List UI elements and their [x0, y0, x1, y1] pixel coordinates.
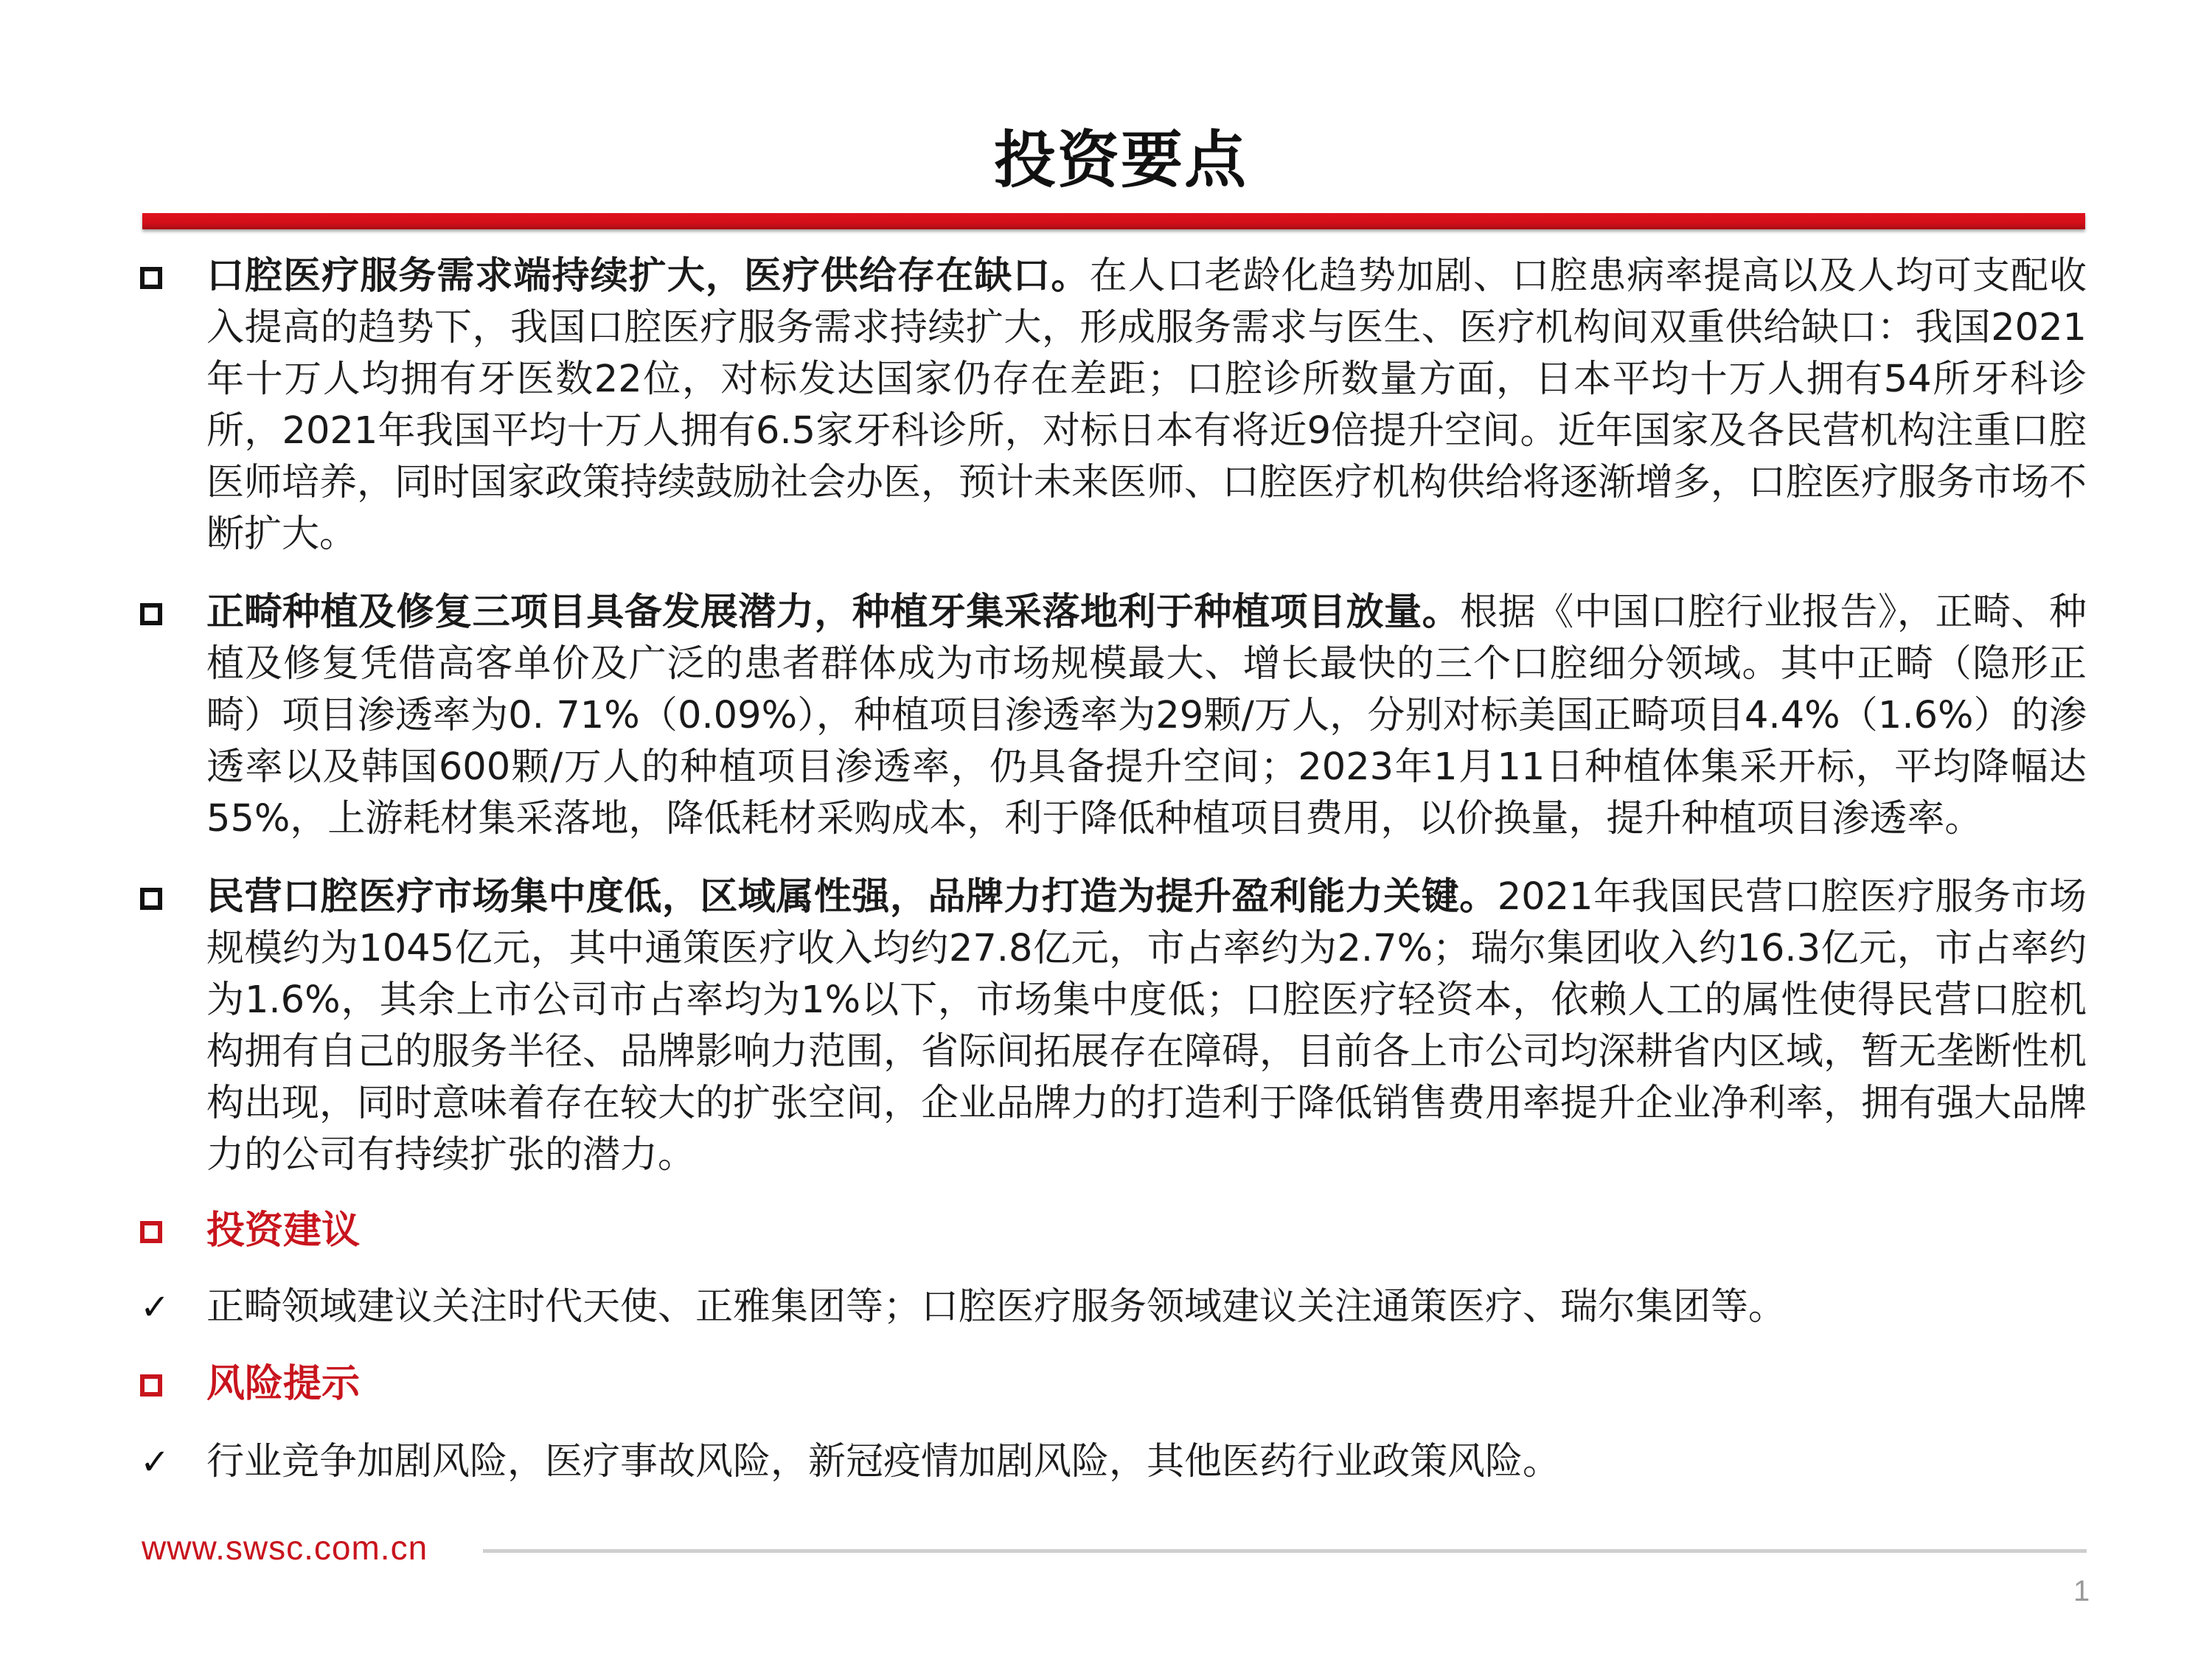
square-bullet-icon	[140, 1374, 162, 1397]
bullet-private-market	[140, 872, 2087, 1181]
bullet-orthodontics-implant	[140, 587, 2087, 845]
footer-divider	[483, 1549, 2087, 1553]
square-bullet-icon	[140, 1221, 162, 1243]
square-bullet-icon	[140, 603, 162, 625]
page-number: 1	[2073, 1575, 2090, 1607]
bullet-body: 2021年我国民营口腔医疗服务市场规模约为1045亿元，其中通策医疗收入均约27.8亿元，市占率约为2.7%；瑞尔集团收入约16.3亿元，市占率约为1.6%，其余上市公司市占率均为1%以下，市场集中度低；口腔医疗轻资本，依赖人工的属性使得民营口腔机构拥有自己的服务半径、品牌影响力范围，省际间拓展存在障碍，目前各上市公司均深耕省内区域，暂无垄断性机构出现，同时意味着存在较大的扩张空间，企业品牌力的打造利于降低销售费用率提升企业净利率，拥有强大品牌力的公司有持续扩张的潜力。	[206, 875, 2087, 1177]
page-title: 投资要点	[993, 124, 1248, 196]
bullet-heading: 口腔医疗服务需求端持续扩大，医疗供给存在缺口。	[206, 254, 1090, 298]
bullet-demand-supply	[140, 251, 2087, 560]
footer-url-link[interactable]: www.swsc.com.cn	[142, 1528, 428, 1567]
bullet-body: 根据《中国口腔行业报告》，正畸、种植及修复凭借高客单价及广泛的患者群体成为市场规模最大、增长最快的三个口腔细分领域。其中正畸（隐形正畸）项目渗透率为0. 71%（0.09%），种植项目渗透率为29颗/万人，分别对标美国正畸项目4.4%（1.6%）的渗透率以及韩国600颗/万人的种植项目渗透率，仍具备提升空间；2023年1月11日种植体集采开标，平均降幅达55%，上游耗材集采落地，降低耗材采购成本，利于降低种植项目费用，以价换量，提升种植项目渗透率。	[206, 591, 2087, 841]
risk-warning-item	[140, 1436, 2087, 1488]
investment-advice-heading	[140, 1205, 2087, 1256]
bullet-heading: 民营口腔医疗市场集中度低，区域属性强，品牌力打造为提升盈利能力关键。	[206, 875, 1498, 919]
square-bullet-icon	[140, 267, 162, 289]
investment-advice-item	[140, 1281, 2087, 1333]
square-bullet-icon	[140, 888, 162, 910]
check-item-text: 行业竞争加剧风险，医疗事故风险，新冠疫情加剧风险，其他医药行业政策风险。	[206, 1440, 1561, 1484]
checkmark-icon: ✓	[140, 1287, 170, 1328]
checkmark-icon: ✓	[140, 1441, 170, 1483]
risk-warning-heading	[140, 1358, 2087, 1410]
section-heading: 风险提示	[206, 1362, 361, 1406]
main-content	[140, 251, 2087, 1488]
section-heading: 投资建议	[206, 1208, 361, 1253]
title-underline-bar	[142, 213, 2085, 229]
bullet-body: 在人口老龄化趋势加剧、口腔患病率提高以及人均可支配收入提高的趋势下，我国口腔医疗服务需求持续扩大，形成服务需求与医生、医疗机构间双重供给缺口：我国2021年十万人均拥有牙医数22位，对标发达国家仍存在差距；口腔诊所数量方面，日本平均十万人拥有54所牙科诊所，2021年我国平均十万人拥有6.5家牙科诊所，对标日本有将近9倍提升空间。近年国家及各民营机构注重口腔医师培养，同时国家政策持续鼓励社会办医，预计未来医师、口腔医疗机构供给将逐渐增多，口腔医疗服务市场不断扩大。	[206, 254, 2087, 556]
bullet-heading: 正畸种植及修复三项目具备发展潜力，种植牙集采落地利于种植项目放量。	[206, 591, 1461, 634]
check-item-text: 正畸领域建议关注时代天使、正雅集团等；口腔医疗服务领域建议关注通策医疗、瑞尔集团等。	[206, 1285, 1787, 1329]
